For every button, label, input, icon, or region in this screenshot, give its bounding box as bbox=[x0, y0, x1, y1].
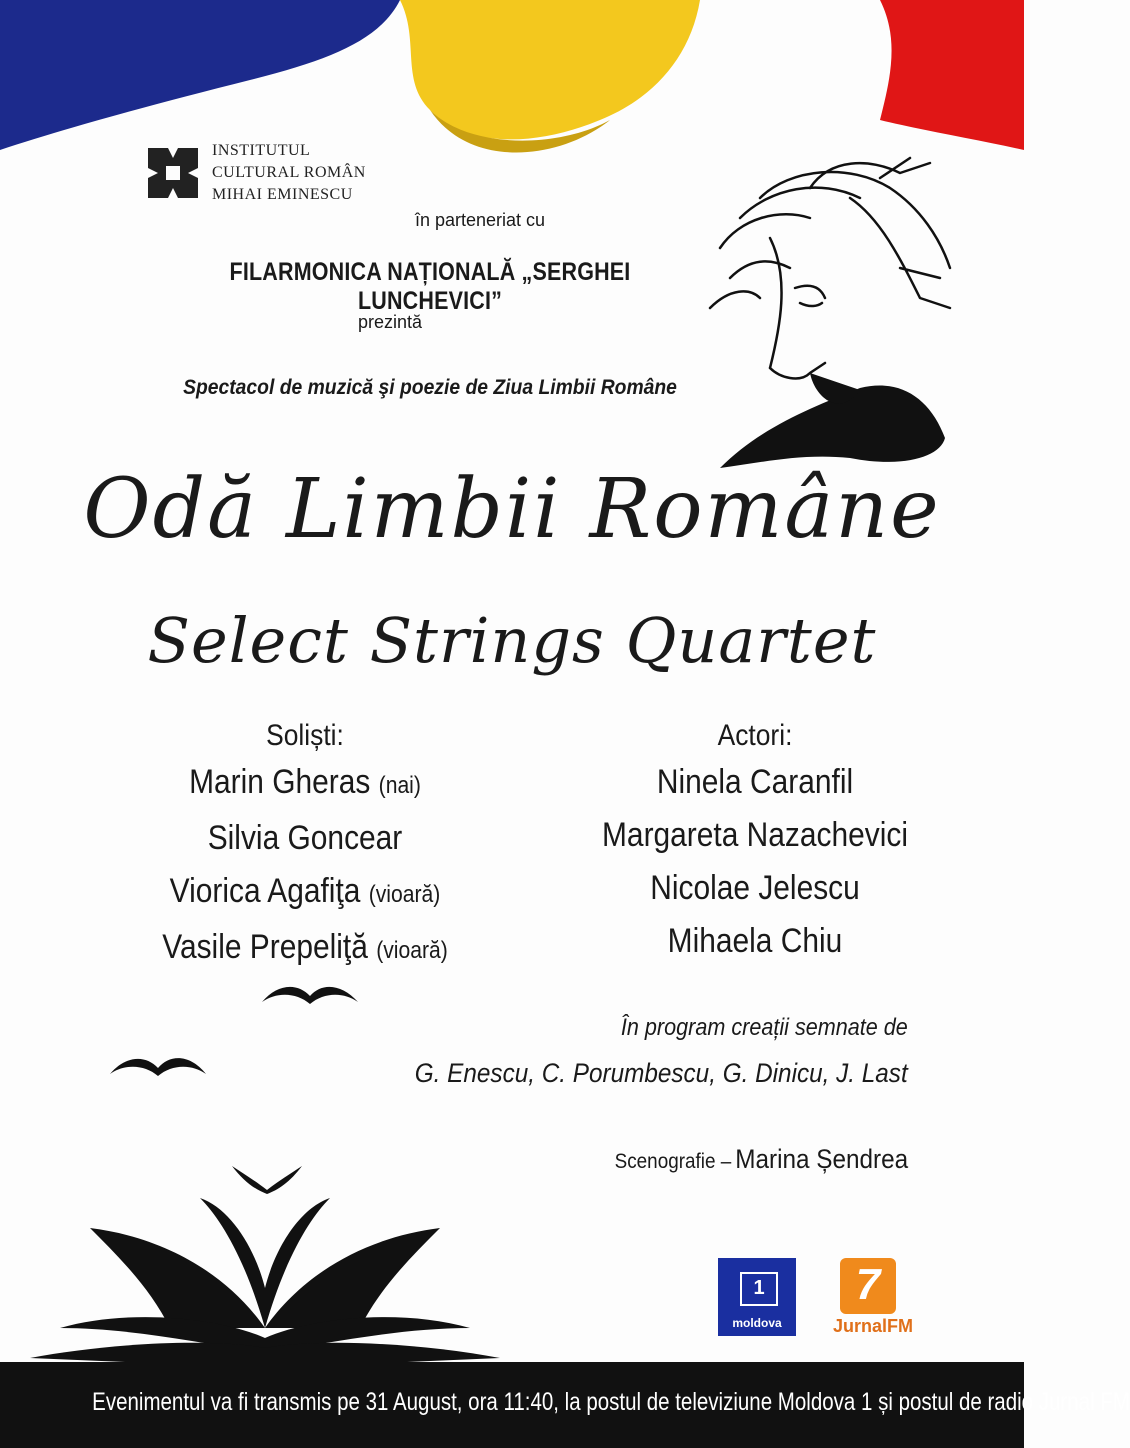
program-label: În program creații semnate de bbox=[621, 1014, 908, 1041]
main-title: Odă Limbii Române bbox=[83, 462, 941, 557]
soloist-role: (vioară) bbox=[368, 881, 441, 908]
soloist-item bbox=[142, 921, 468, 977]
bird-icon bbox=[262, 980, 358, 1010]
composers-list: G. Enescu, C. Porumbescu, G. Dinicu, J. Last bbox=[415, 1058, 908, 1088]
actor-name: Nicolae Jelescu bbox=[650, 869, 860, 907]
presents-text: prezintă bbox=[357, 312, 423, 332]
soloist-role: (nai) bbox=[378, 772, 421, 799]
scenography-credit bbox=[614, 1144, 908, 1175]
actor-name: Margareta Nazachevici bbox=[602, 816, 908, 854]
actors-column bbox=[583, 716, 926, 968]
logo-line-3: MIHAI EMINESCU bbox=[212, 186, 353, 203]
institute-cross-icon bbox=[148, 148, 198, 198]
soloists-column bbox=[142, 716, 468, 977]
soloist-name: Marin Gheras bbox=[189, 763, 371, 801]
organization-name: FILARMONICA NAȚIONALĂ „SERGHEI LUNCHEVICI” bbox=[229, 258, 631, 315]
open-book-icon bbox=[30, 1178, 500, 1368]
tv-logo-name: moldova bbox=[732, 1316, 782, 1330]
soloist-name: Silvia Goncear bbox=[207, 819, 403, 857]
soloist-item bbox=[142, 756, 468, 812]
soloist-role: (vioară) bbox=[376, 937, 448, 964]
bird-icon bbox=[110, 1050, 206, 1080]
actor-name: Mihaela Chiu bbox=[667, 922, 843, 960]
logo-line-1: INSTITUTUL bbox=[212, 142, 311, 159]
footer-bar bbox=[0, 1362, 1130, 1448]
moldova1-logo bbox=[718, 1258, 796, 1336]
poet-portrait-icon bbox=[700, 158, 970, 478]
scenography-name: Marina Șendrea bbox=[735, 1144, 908, 1174]
scenography-label: Scenografie – bbox=[614, 1150, 732, 1173]
fm-logo-name: JurnalFM bbox=[832, 1316, 913, 1336]
fm-badge-icon bbox=[840, 1258, 896, 1314]
soloist-item bbox=[142, 812, 468, 865]
soloists-heading: Soliști: bbox=[266, 719, 344, 752]
actors-heading: Actori: bbox=[717, 719, 793, 752]
soloist-name: Viorica Agafiţa bbox=[169, 872, 361, 910]
event-subtitle: Spectacol de muzică şi poezie de Ziua Limbii Române bbox=[183, 376, 677, 399]
actor-name: Ninela Caranfil bbox=[656, 763, 854, 801]
soloist-name: Vasile Prepeliţă bbox=[162, 928, 368, 966]
partner-text: în parteneriat cu bbox=[414, 210, 546, 230]
tv-screen-icon bbox=[740, 1272, 778, 1306]
fm-logo-number: 7 bbox=[855, 1260, 881, 1309]
logo-line-2: CULTURAL ROMÂN bbox=[212, 164, 366, 181]
jurnalfm-logo bbox=[818, 1258, 928, 1338]
soloist-item bbox=[142, 865, 468, 921]
tv-logo-number: 1 bbox=[753, 1277, 765, 1299]
ensemble-name: Select Strings Quartet bbox=[147, 604, 877, 677]
broadcast-info: Evenimentul va fi transmis pe 31 August, ora 11:40, la postul de televiziune Moldova 1 și postul de radio Jurnal FM bbox=[92, 1388, 1130, 1416]
institute-logo bbox=[148, 142, 408, 212]
